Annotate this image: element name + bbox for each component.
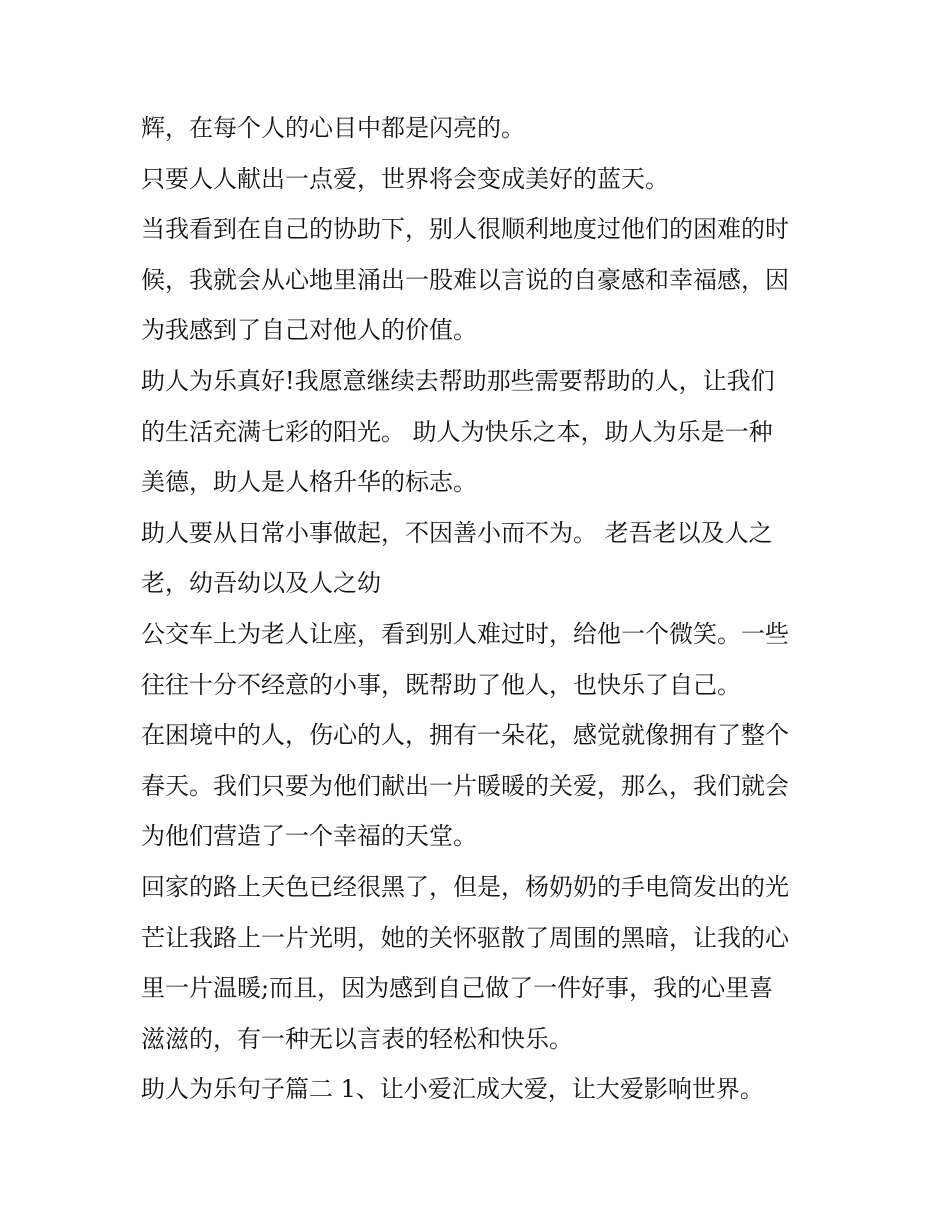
paragraph-4: [141, 356, 831, 508]
text-line: 美德，助人是人格升华的标志。: [141, 468, 477, 497]
text-line: 助人要从日常小事做起，不因善小而不为。 老吾老以及人之: [141, 518, 773, 547]
text-line: 为他们营造了一个幸福的天堂。: [141, 822, 477, 851]
text-line: 助人为乐真好!我愿意继续去帮助那些需要帮助的人，让我们: [141, 366, 775, 395]
paragraph-2: [141, 154, 831, 205]
paragraph-1: [141, 103, 831, 154]
text-line: 在困境中的人，伤心的人，拥有一朵花，感觉就像拥有了整个: [141, 721, 789, 750]
paragraph-6: [141, 609, 831, 710]
paragraph-5: [141, 508, 831, 609]
text-line: 里一片温暖;而且，因为感到自己做了一件好事，我的心里喜: [141, 974, 774, 1003]
text-line: 只要人人献出一点爱，世界将会变成美好的蓝天。: [141, 164, 669, 193]
text-line: 助人为乐句子篇二 1、让小爱汇成大爱，让大爱影响世界。: [141, 1075, 764, 1104]
text-line: 春天。我们只要为他们献出一片暖暖的关爱，那么，我们就会: [141, 771, 789, 800]
paragraph-9: [141, 1064, 831, 1115]
text-line: 候，我就会从心地里涌出一股难以言说的自豪感和幸福感，因: [141, 265, 789, 294]
text-line: 滋滋的，有一种无以言表的轻松和快乐。: [141, 1024, 573, 1053]
text-line: 为我感到了自己对他人的价值。: [141, 316, 477, 345]
document-body: [141, 103, 831, 1115]
text-line: 当我看到在自己的协助下，别人很顺利地度过他们的困难的时: [141, 215, 789, 244]
text-line: 芒让我路上一片光明，她的关怀驱散了周围的黑暗，让我的心: [141, 923, 789, 952]
text-line: 老，幼吾幼以及人之幼: [141, 569, 381, 598]
text-line: 公交车上为老人让座，看到别人难过时，给他一个微笑。一些: [141, 619, 789, 648]
text-line: 往往十分不经意的小事，既帮助了他人，也快乐了自己。: [141, 670, 741, 699]
text-line: 回家的路上天色已经很黑了，但是，杨奶奶的手电筒发出的光: [141, 872, 789, 901]
paragraph-7: [141, 710, 831, 862]
paragraph-8: [141, 862, 831, 1064]
paragraph-3: [141, 204, 831, 356]
text-line: 辉，在每个人的心目中都是闪亮的。: [141, 114, 525, 142]
text-line: 的生活充满七彩的阳光。 助人为快乐之本，助人为乐是一种: [141, 417, 773, 446]
